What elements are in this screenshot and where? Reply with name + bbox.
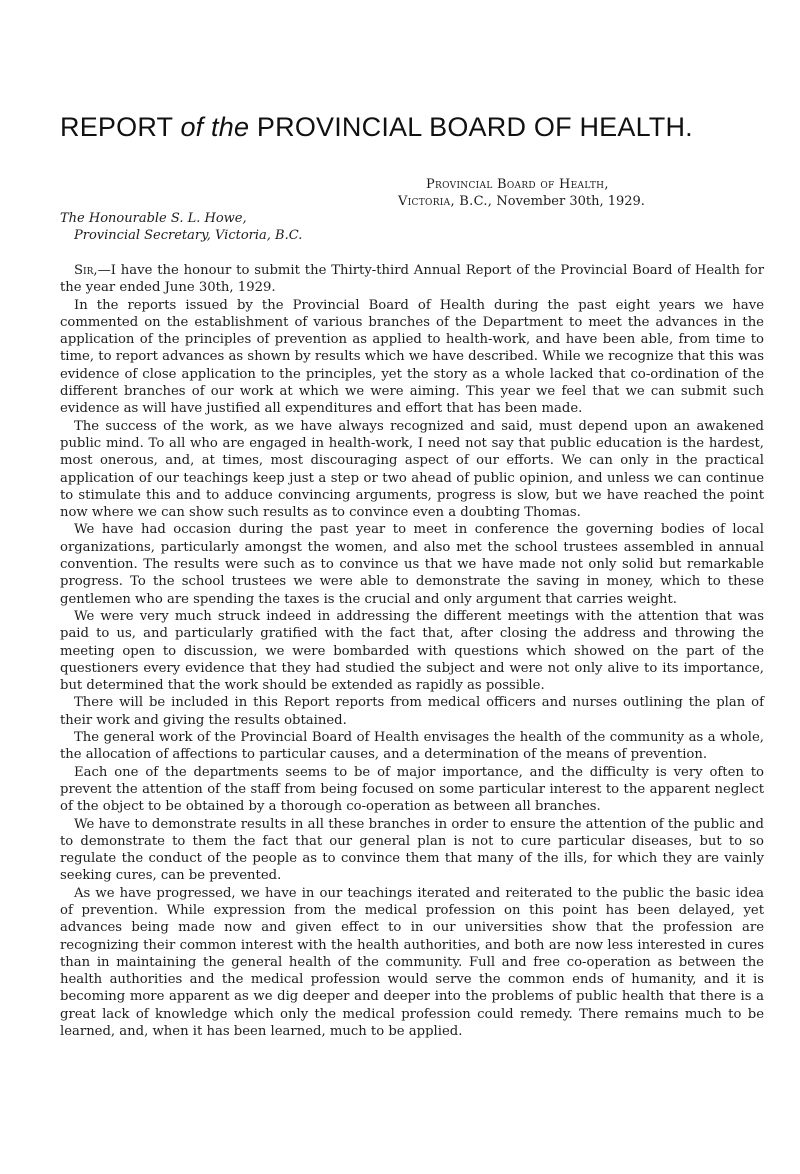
- letterhead-date: November 30th, 1929.: [496, 194, 645, 209]
- paragraph: We have had occasion during the past year to meet in conference the governing bodies of local organizations, particularly amongst the women, and also met the school trustees assembled in annual convention. The results were such as to convince us that we have made not only solid but remarkable progress. To the school trustees we were able to demonstrate the saving in money, which to these gentlemen who are spending the taxes is the crucial and only argument that carries weight.: [60, 522, 764, 607]
- letterhead: [398, 176, 758, 210]
- letterhead-organization: Provincial Board of Health,: [426, 177, 609, 192]
- paragraph-text: —I have the honour to submit the Thirty-third Annual Report of the Provincial Board of Health for the year ended June 30th, 1929.: [60, 263, 764, 296]
- report-body: [60, 262, 764, 1040]
- paragraph: Each one of the departments seems to be of major importance, and the difficulty is very often to prevent the attention of the staff from being focused on some particular interest to the apparent neglect of the object to be obtained by a thorough co-operation as between all branches.: [60, 764, 764, 815]
- paragraph: There will be included in this Report reports from medical officers and nurses outlining the plan of their work and giving the results obtained.: [60, 695, 764, 728]
- salutation: Sir,: [74, 263, 98, 278]
- title-report: REPORT: [60, 112, 173, 142]
- paragraph: We were very much struck indeed in addressing the different meetings with the attention that was paid to us, and particularly gratified with the fact that, after closing the address and throwing the meeting open to discussion, we were bombarded with questions which showed on the part of the questioners every evidence that they had studied the subject and were not only alive to its importance, but determined that the work should be extended as rapidly as possible.: [60, 608, 764, 694]
- paragraph: In the reports issued by the Provincial Board of Health during the past eight years we have commented on the establishment of various branches of the Department to meet the advances in the application of the principles of prevention as applied to health-work, and have been able, from time to time, to report advances as shown by results which we have described. While we recognize that this was evidence of close application to the principles, yet the story as a whole lacked that co-ordination of the different branches of our work at which we were aiming. This year we feel that we can submit such evidence as will have justified all expenditures and effort that has been made.: [60, 297, 764, 417]
- paragraph: We have to demonstrate results in all these branches in order to ensure the attention of the public and to demonstrate to them the fact that our general plan is not to cure particular diseases, but to so regulate the conduct of the people as to convince them that many of the ills, for which they are vainly seeking cures, can be prevented.: [60, 816, 764, 884]
- paragraph: As we have progressed, we have in our teachings iterated and reiterated to the public the basic idea of prevention. While expression from the medical profession on this point has been delayed, yet advances being made now and given effect to in our universities show that the profession are recognizing their common interest with the health authorities, and both are now less interested in cures than in maintaining the general health of the community. Full and free co-operation as between the health authorities and the medical profession would serve the common ends of humanity, and it is becoming more apparent as we dig deeper and deeper into the problems of public health that there is a great lack of knowledge which only the medical profession could remedy. There remains much to be learned, and, when it has been learned, much to be applied.: [60, 885, 764, 1040]
- recipient-block: [60, 210, 400, 244]
- paragraph: [60, 262, 764, 297]
- paragraph: The success of the work, as we have always recognized and said, must depend upon an awakened public mind. To all who are engaged in health-work, I need not say that public education is the hardest, most onerous, and, at times, most discouraging aspect of our efforts. We can only in the practical application of our teachings keep just a step or two ahead of public opinion, and unless we can continue to stimulate this and to adduce convincing arguments, progress is slow, but we have reached the point now where we can show such results as to convince even a doubting Thomas.: [60, 418, 764, 521]
- letterhead-place-date: [398, 193, 758, 210]
- recipient-title: Provincial Secretary, Victoria, B.C.: [74, 228, 303, 243]
- title-board: PROVINCIAL BOARD OF HEALTH.: [256, 112, 693, 142]
- paragraph: The general work of the Provincial Board of Health envisages the health of the community as a whole, the allocation of affections to particular causes, and a determination of the means of prevention.: [60, 730, 764, 763]
- recipient-name: The Honourable S. L. Howe,: [60, 211, 247, 226]
- page-title: [60, 112, 760, 143]
- title-of-the: of the: [180, 112, 250, 142]
- letterhead-place: Victoria, B.C.,: [398, 194, 493, 209]
